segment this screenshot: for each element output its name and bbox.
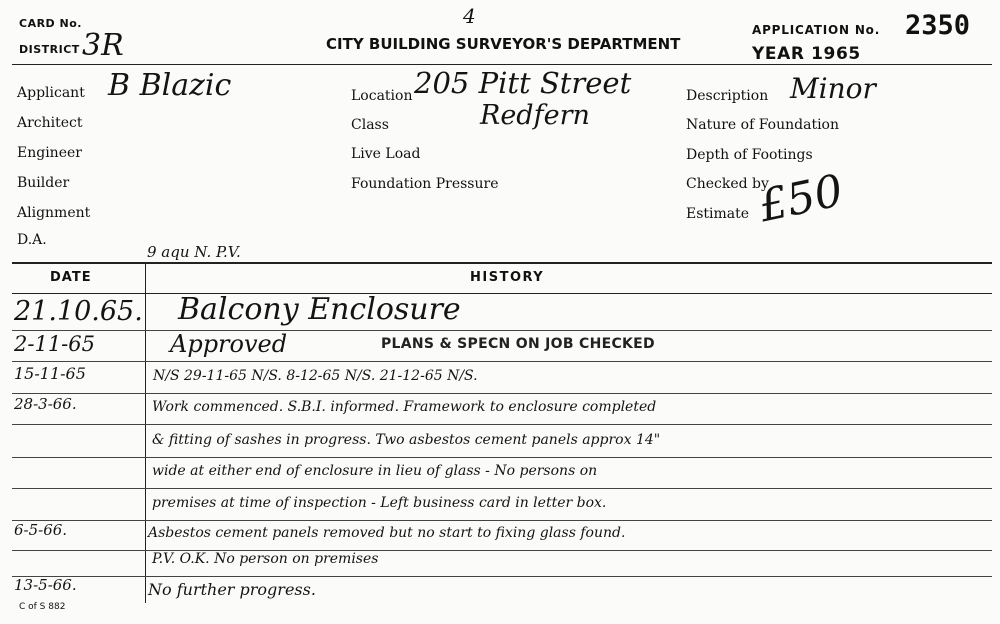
history-row-date: 21.10.65. (14, 296, 143, 327)
header-divider (12, 64, 992, 65)
history-row-text: Balcony Enclosure (178, 292, 461, 327)
history-row-text: N/S 29-11-65 N/S. 8-12-65 N/S. 21-12-65 N/S. (153, 368, 478, 384)
location-value-suburb: Redfern (480, 100, 590, 131)
history-row-text: & fitting of sashes in progress. Two asbestos cement panels approx 14" (152, 432, 661, 448)
history-row-text: premises at time of inspection - Left business card in letter box. (152, 495, 607, 511)
history-row-text: No further progress. (148, 580, 316, 599)
history-row-date: 2-11-65 (14, 332, 95, 356)
district-value: 3R (82, 28, 124, 63)
alignment-label: Alignment (17, 205, 91, 221)
application-number: 2350 (905, 10, 971, 41)
history-row-text: P.V. O.K. No person on premises (152, 551, 379, 567)
history-row-text: Work commenced. S.B.I. informed. Framework to enclosure completed (152, 399, 657, 415)
live-load-label: Live Load (351, 146, 421, 162)
applicant-label: Applicant (17, 85, 85, 101)
applicant-value: B Blazic (108, 68, 232, 103)
history-row-rule (12, 457, 992, 458)
top-mark: 4 (463, 4, 476, 28)
history-row-text: Approved (170, 330, 288, 358)
history-row-rule (12, 520, 992, 521)
history-row-date: 28-3-66. (14, 395, 77, 413)
builder-label: Builder (17, 175, 70, 191)
history-header-rule (12, 293, 992, 294)
architect-label: Architect (17, 115, 83, 131)
district-label: DISTRICT (19, 43, 80, 56)
class-label: Class (351, 117, 389, 133)
history-row-text: Asbestos cement panels removed but no start to fixing glass found. (148, 525, 626, 541)
foundation-pressure-label: Foundation Pressure (351, 176, 499, 192)
checked-by-label: Checked by (686, 176, 769, 192)
department-title: CITY BUILDING SURVEYOR'S DEPARTMENT (326, 35, 681, 53)
date-column-header: DATE (50, 270, 92, 285)
history-row-rule (12, 330, 992, 331)
da-label: D.A. (17, 232, 47, 248)
description-value: Minor (790, 72, 876, 105)
history-row-rule (12, 424, 992, 425)
history-column-header: HISTORY (470, 270, 545, 285)
engineer-label: Engineer (17, 145, 82, 161)
form-code: C of S 882 (19, 602, 66, 612)
estimate-label: Estimate (686, 206, 750, 222)
year-label: YEAR 1965 (752, 44, 861, 64)
application-label: APPLICATION No. (752, 23, 881, 37)
history-row-date: 13-5-66. (14, 576, 77, 594)
nature-of-foundation-label: Nature of Foundation (686, 117, 839, 133)
depth-of-footings-label: Depth of Footings (686, 147, 813, 163)
history-row-rule (12, 488, 992, 489)
estimate-value: £50 (754, 165, 848, 233)
history-row-rule (12, 393, 992, 394)
history-row-text: wide at either end of enclosure in lieu of glass - No persons on (152, 463, 598, 479)
da-note: 9 aqu N. P.V. (147, 243, 241, 261)
card-no-label: CARD No. (19, 17, 82, 30)
location-value-street: 205 Pitt Street (414, 66, 632, 100)
location-label: Location (351, 88, 413, 104)
history-top-rule (12, 262, 992, 264)
plans-checked-stamp: PLANS & SPECN ON JOB CHECKED (381, 336, 655, 352)
history-row-date: 15-11-65 (14, 364, 86, 383)
history-column-divider (145, 263, 146, 603)
history-row-date: 6-5-66. (14, 521, 68, 539)
description-label: Description (686, 88, 769, 104)
history-row-rule (12, 361, 992, 362)
history-row-rule (12, 576, 992, 577)
